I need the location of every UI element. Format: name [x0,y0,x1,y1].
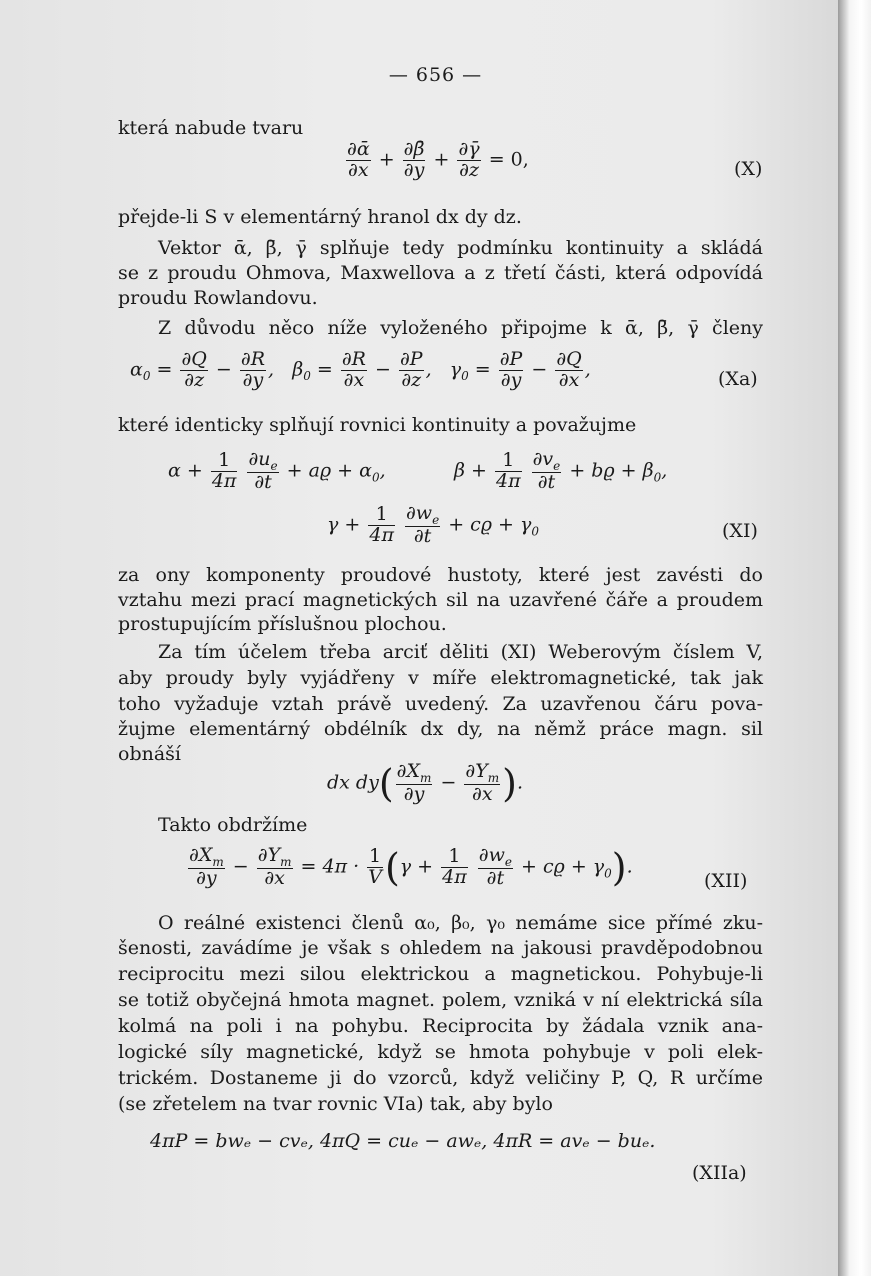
text-line: (se zřetelem na tvar rovnic VIa) tak, aby bylo [118,1093,553,1115]
equation-XI-gamma: γ + $\frac{1}{4\pi}$ $\frac{\partial w_e}{\partial t}$ + $cϱ + \gamma_0$ [327,502,539,548]
equation-tag-XII: (XII) [704,870,748,892]
text-line: Vektor ᾱ, β̄, γ̄ splňuje tedy podmínku kontinuity a skládá [158,237,763,259]
text-line: prostupujícím příslušnou plochou. [118,613,447,635]
text-line: žujme elementárný obdélník dx dy, na němž práce magn. sil [118,718,763,740]
text-line: toho vyžaduje vztah právě uvedený. Za uzavřenou čáru pova- [118,693,763,715]
text-line: obnáší [118,743,181,765]
text-line: za ony komponenty proudové hustoty, které jest zavésti do [118,564,763,586]
equation-tag-XI: (XI) [722,520,758,542]
equation-XI-alpha: α + $\frac{1}{4\pi}$ $\frac{\partial u_e}{\partial t}$ + $aϱ + \alpha_0$, [168,448,386,494]
text-line: kolmá na poli i na pohybu. Reciprocita by žádala vznik ana- [118,1015,763,1037]
text-line: proudu Rowlandovu. [118,287,318,309]
text-line: které identicky splňují rovnici kontinuity a považujme [118,414,637,436]
equation-Xa: $\alpha_0$ = $\frac{\partial Q}{\partial z}$ − $\frac{\partial R}{\partial y}$ , $\beta_0$ = $\frac{\partial R}{\partial x}$ − $\frac{\partial P}{\partial z}$ , $\gamma_0$ = $\frac{\partial P}{\partial y}$ − $\frac{\partial Q}{\partial x}$ , [130,348,591,391]
text-line: Z důvodu něco níže vyloženého připojme k ᾱ, β̄, γ̄ členy [158,317,763,339]
page-number: — 656 — [388,64,483,86]
text-line: přejde-li S v elementárný hranol dx dy dz. [118,206,522,228]
equation-XIIa: 4πP = bwₑ − cvₑ, 4πQ = cuₑ − awₑ, 4πR = avₑ − buₑ. [150,1130,656,1152]
equation-tag-XIIa: (XIIa) [692,1162,747,1184]
text-line: Takto obdržíme [158,814,308,836]
text-line: O reálné existenci členů α₀, β₀, γ₀ nemáme sice přímé zku- [158,912,763,934]
book-spine-edge [838,0,871,1276]
text-line: trickém. Dostaneme ji do vzorců, když veličiny P, Q, R určíme [118,1067,763,1089]
text-line: šenosti, zavádíme je však s ohledem na jakousi pravděpodobnou [118,937,763,959]
text-line: logické síly magnetické, když se hmota pohybuje v poli elek- [118,1041,763,1063]
equation-tag-Xa: (Xa) [718,368,758,390]
equation-magnetic-work: dx dy( $\frac{\partial X_m}{\partial y}$ − $\frac{\partial Y_m}{\partial x}$ ). [327,760,524,806]
text-line: aby proudy byly vyjádřeny v míře elektromagnetické, tak jak [118,667,763,689]
equation-XI-beta: β + $\frac{1}{4\pi}$ $\frac{\partial v_e}{\partial t}$ + $bϱ + \beta_0$, [454,448,668,494]
equation-tag-X: (X) [734,158,763,180]
text-line: se totiž obyčejná hmota magnet. polem, vzniká v ní elektrická síla [118,989,763,1011]
text-line: vztahu mezi prací magnetických sil na uzavřené čáře a proudem [118,589,763,611]
text-line: reciprocitu mezi silou elektrickou a magnetickou. Pohybuje-li [118,963,763,985]
text-line: která nabude tvaru [118,117,304,139]
equation-XII: $\frac{\partial X_m}{\partial y}$ − $\frac{\partial Y_m}{\partial x}$ = 4π · $\frac{1}{V}$ (γ + $\frac{1}{4\pi}$ $\frac{\partial w_e}{\partial t}$ + $cϱ + \gamma_0$). [189,844,633,890]
text-line: Za tím účelem třeba arciť děliti (XI) Weberovým číslem V, [158,641,763,663]
text-line: se z proudu Ohmova, Maxwellova a z třetí části, která odpovídá [118,262,763,284]
equation-X: $\frac{\text{∂ᾱ}}{\partial x}$ + $\frac{\partial\betā}{\partial y}$ + $\frac{\partial\gammā}{\partial z}$ = 0, [347,138,529,181]
